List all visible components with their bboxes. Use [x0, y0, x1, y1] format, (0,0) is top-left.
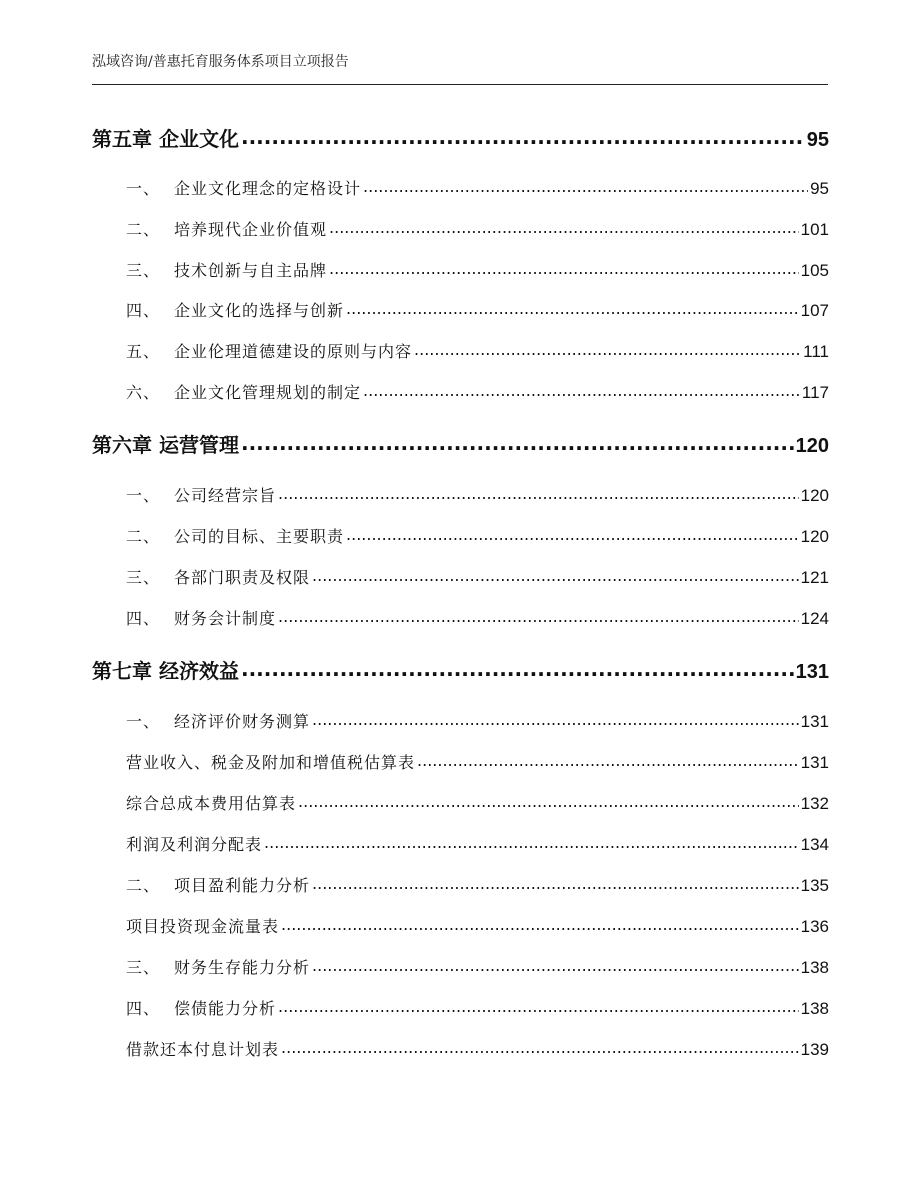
- toc-page-number: 131: [800, 753, 829, 772]
- toc-entry-label: 经济评价财务测算: [174, 712, 311, 731]
- toc-dot-leader: [298, 792, 799, 811]
- toc-entry-number: 五、: [126, 342, 161, 361]
- toc-entry-label: 项目盈利能力分析: [174, 876, 311, 895]
- toc-dot-leader: [312, 566, 799, 585]
- toc-dot-leader: [241, 657, 794, 681]
- toc-entry-title: [126, 258, 327, 281]
- toc-chapter-entry[interactable]: [92, 429, 829, 458]
- toc-chapter-entry[interactable]: [92, 655, 829, 684]
- toc-page-number: 124: [800, 609, 829, 628]
- toc-section-entry[interactable]: [126, 565, 829, 588]
- toc-page-number: 139: [800, 1040, 829, 1059]
- toc-entry-title: [126, 565, 310, 588]
- toc-page-number: 120: [800, 527, 829, 546]
- toc-entry-title: [92, 123, 239, 152]
- toc-section-entry[interactable]: [126, 832, 829, 855]
- toc-dot-leader: [346, 525, 799, 544]
- toc-entry-title: [126, 380, 361, 403]
- toc-entry-title: [92, 655, 239, 684]
- toc-section-entry[interactable]: [126, 750, 829, 773]
- toc-page-number: 105: [800, 261, 829, 280]
- toc-dot-leader: [312, 874, 799, 893]
- toc-entry-label: 企业伦理道德建设的原则与内容: [174, 342, 413, 361]
- toc-entry-title: [126, 750, 415, 773]
- toc-section-entry[interactable]: [126, 914, 829, 937]
- running-header: [92, 50, 828, 85]
- toc-page-number: 138: [800, 958, 829, 977]
- running-header-title: 泓域咨询/普惠托育服务体系项目立项报告: [92, 54, 349, 70]
- toc-entry-number: 一、: [126, 486, 161, 505]
- toc-entry-title: [126, 217, 327, 240]
- toc-entry-number: 四、: [126, 999, 161, 1018]
- toc-entry-title: [126, 955, 310, 978]
- toc-entry-label: 企业文化管理规划的制定: [174, 383, 362, 402]
- toc-section-entry[interactable]: [126, 791, 829, 814]
- toc-section-entry[interactable]: [126, 380, 829, 403]
- toc-entry-number: 二、: [126, 876, 161, 895]
- toc-dot-leader: [329, 218, 799, 237]
- toc-dot-leader: [264, 833, 799, 852]
- toc-section-entry[interactable]: [126, 298, 829, 321]
- toc-entry-label: 公司的目标、主要职责: [174, 527, 345, 546]
- toc-entry-title: [126, 606, 276, 629]
- toc-dot-leader: [278, 484, 799, 503]
- toc-entry-label: 财务生存能力分析: [174, 958, 311, 977]
- toc-dot-leader: [312, 956, 799, 975]
- toc-entry-number: 四、: [126, 609, 161, 628]
- toc-entry-title: [126, 1037, 279, 1060]
- toc-entry-title: [126, 176, 361, 199]
- toc-entry-title: [92, 429, 239, 458]
- toc-entry-title: [126, 996, 276, 1019]
- toc-dot-leader: [278, 997, 799, 1016]
- toc-entry-number: 二、: [126, 527, 161, 546]
- toc-dot-leader: [312, 710, 799, 729]
- toc-page-number: 131: [800, 712, 829, 731]
- toc-page-number: 107: [800, 301, 829, 320]
- toc-entry-title: [126, 339, 412, 362]
- toc-entry-label: 偿债能力分析: [174, 999, 277, 1018]
- toc-entry-label: 借款还本付息计划表: [126, 1040, 280, 1059]
- toc-entry-label: 财务会计制度: [174, 609, 277, 628]
- toc-entry-label: 培养现代企业价值观: [174, 220, 328, 239]
- toc-entry-label: 企业文化理念的定格设计: [174, 179, 362, 198]
- toc-dot-leader: [278, 607, 799, 626]
- toc-entry-number: 一、: [126, 712, 161, 731]
- toc-entry-label: 利润及利润分配表: [126, 835, 263, 854]
- toc-section-entry[interactable]: [126, 873, 829, 896]
- toc-page-number: 117: [801, 383, 829, 402]
- toc-entry-number: 六、: [126, 383, 161, 402]
- toc-entry-label: 项目投资现金流量表: [126, 917, 280, 936]
- toc-page-number: 101: [800, 220, 829, 239]
- toc-page-number: 121: [800, 568, 829, 587]
- toc-entry-number: 三、: [126, 261, 161, 280]
- toc-chapter-entry[interactable]: [92, 123, 829, 152]
- toc-section-entry[interactable]: [126, 524, 829, 547]
- toc-page-number: 136: [800, 917, 829, 936]
- toc-page-number: 132: [800, 794, 829, 813]
- toc-entry-title: [126, 832, 262, 855]
- toc-entry-title: [126, 709, 310, 732]
- toc-section-entry[interactable]: [126, 483, 829, 506]
- toc-entry-label: 第五章 企业文化: [92, 127, 239, 151]
- toc-section-entry[interactable]: [126, 258, 829, 281]
- toc-entry-label: 企业文化的选择与创新: [174, 301, 345, 320]
- toc-entry-title: [126, 914, 279, 937]
- toc-section-entry[interactable]: [126, 1037, 829, 1060]
- toc-dot-leader: [363, 381, 800, 400]
- toc-page-number: 120: [795, 435, 829, 457]
- toc-page-number: 138: [800, 999, 829, 1018]
- toc-section-entry[interactable]: [126, 709, 829, 732]
- toc-entry-label: 第七章 经济效益: [92, 659, 239, 683]
- toc-entry-title: [126, 483, 276, 506]
- toc-section-entry[interactable]: [126, 606, 829, 629]
- toc-entry-number: 三、: [126, 568, 161, 587]
- toc-dot-leader: [346, 299, 799, 318]
- toc-entry-title: [126, 791, 296, 814]
- toc-dot-leader: [329, 259, 799, 278]
- toc-entry-label: 第六章 运营管理: [92, 433, 239, 457]
- toc-dot-leader: [414, 340, 801, 359]
- toc-dot-leader: [241, 431, 794, 455]
- toc-section-entry[interactable]: [126, 955, 829, 978]
- toc-section-entry[interactable]: [126, 217, 829, 240]
- toc-page-number: 95: [806, 129, 829, 151]
- toc-entry-label: 营业收入、税金及附加和增值税估算表: [126, 753, 416, 772]
- toc-entry-label: 公司经营宗旨: [174, 486, 277, 505]
- toc-page-number: 135: [800, 876, 829, 895]
- toc-page-number: 111: [803, 342, 829, 361]
- toc-entry-number: 三、: [126, 958, 161, 977]
- toc-entry-number: 四、: [126, 301, 161, 320]
- toc-dot-leader: [241, 125, 805, 149]
- toc-page-number: 95: [810, 179, 829, 198]
- toc-entry-number: 一、: [126, 179, 161, 198]
- toc-entry-label: 各部门职责及权限: [174, 568, 311, 587]
- toc-dot-leader: [363, 177, 808, 196]
- toc-dot-leader: [417, 751, 799, 770]
- toc-dot-leader: [281, 915, 799, 934]
- toc-section-entry[interactable]: [126, 339, 829, 362]
- toc-page-number: 134: [800, 835, 829, 854]
- toc-section-entry[interactable]: [126, 996, 829, 1019]
- toc-entry-title: [126, 873, 310, 896]
- toc-entry-title: [126, 524, 344, 547]
- toc-entry-label: 技术创新与自主品牌: [174, 261, 328, 280]
- toc-section-entry[interactable]: [126, 176, 829, 199]
- toc-entry-number: 二、: [126, 220, 161, 239]
- toc-page-number: 131: [795, 661, 829, 683]
- toc-dot-leader: [281, 1038, 799, 1057]
- toc-page-number: 120: [800, 486, 829, 505]
- toc-entry-title: [126, 298, 344, 321]
- toc-entry-label: 综合总成本费用估算表: [126, 794, 297, 813]
